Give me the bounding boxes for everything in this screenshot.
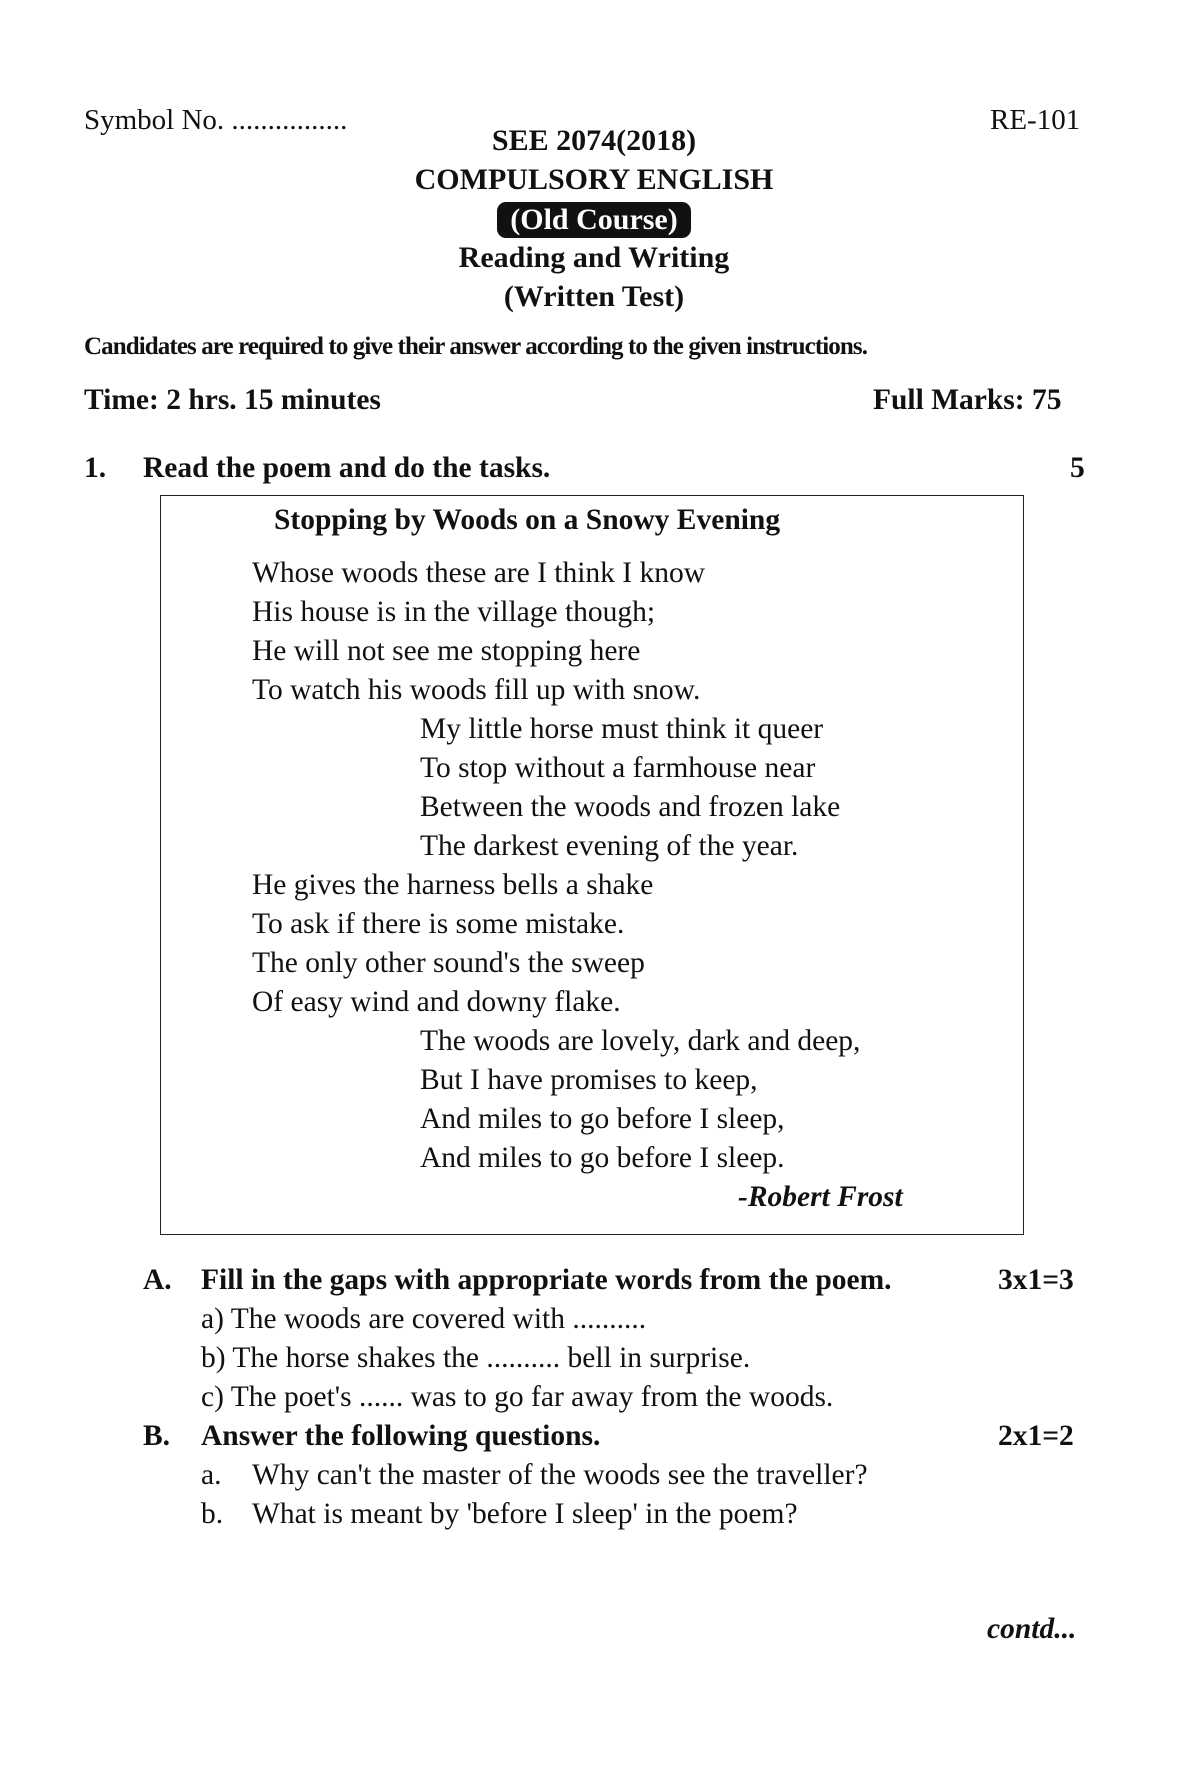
part-a-item: a) The woods are covered with ..........: [201, 1303, 647, 1335]
poem-line: Of easy wind and downy flake.: [252, 986, 621, 1018]
part-b-marks: 2x1=2: [998, 1420, 1074, 1452]
part-b-item-label: a.: [201, 1459, 222, 1491]
course-badge-row: [0, 202, 1188, 238]
poem-line: He will not see me stopping here: [252, 635, 641, 667]
exam-title: SEE 2074(2018): [491, 124, 697, 157]
instructions: Candidates are required to give their answer according to the given instructions.: [84, 333, 868, 360]
q1-text: Read the poem and do the tasks.: [143, 452, 551, 484]
poem-line: To ask if there is some mistake.: [252, 908, 625, 940]
poem-line: To watch his woods fill up with snow.: [252, 674, 701, 706]
poem-line: My little horse must think it queer: [420, 713, 824, 745]
subject-title: COMPULSORY ENGLISH: [414, 163, 774, 196]
part-a-label: A.: [143, 1264, 172, 1296]
poem-title: Stopping by Woods on a Snowy Evening: [274, 504, 781, 536]
poem-line: To stop without a farmhouse near: [420, 752, 816, 784]
paper-code: RE-101: [990, 104, 1081, 136]
part-a-item: b) The horse shakes the .......... bell in surprise.: [201, 1342, 751, 1374]
symbol-number: Symbol No. ................: [84, 104, 348, 136]
part-b-item-label: b.: [201, 1498, 224, 1530]
time-allowed: Time: 2 hrs. 15 minutes: [84, 384, 381, 416]
part-b-instruction: Answer the following questions.: [201, 1420, 601, 1452]
poem-line: And miles to go before I sleep.: [420, 1142, 785, 1174]
poem-line: The darkest evening of the year.: [420, 830, 799, 862]
poem-line: His house is in the village though;: [252, 596, 656, 628]
poem-line: And miles to go before I sleep,: [420, 1103, 785, 1135]
part-b-item: Why can't the master of the woods see the traveller?: [252, 1459, 868, 1491]
poem-line: Between the woods and frozen lake: [420, 791, 841, 823]
section-title: Reading and Writing: [458, 241, 730, 274]
continued-note: contd...: [987, 1613, 1077, 1645]
q1-number: 1.: [84, 452, 107, 484]
part-b-label: B.: [143, 1420, 171, 1452]
poem-line: The only other sound's the sweep: [252, 947, 645, 979]
test-title: (Written Test): [503, 280, 685, 313]
part-a-instruction: Fill in the gaps with appropriate words from the poem.: [201, 1264, 892, 1296]
poem-line: The woods are lovely, dark and deep,: [420, 1025, 861, 1057]
poem-line: He gives the harness bells a shake: [252, 869, 654, 901]
part-a-marks: 3x1=3: [998, 1264, 1074, 1296]
part-b-item: What is meant by 'before I sleep' in the poem?: [252, 1498, 798, 1530]
q1-marks: 5: [1070, 452, 1085, 484]
part-a-item: c) The poet's ...... was to go far away from the woods.: [201, 1381, 834, 1413]
course-badge: (Old Course): [497, 202, 691, 238]
poem-author: -Robert Frost: [738, 1181, 903, 1213]
full-marks: Full Marks: 75: [873, 384, 1062, 416]
poem-line: Whose woods these are I think I know: [252, 557, 706, 589]
poem-line: But I have promises to keep,: [420, 1064, 758, 1096]
